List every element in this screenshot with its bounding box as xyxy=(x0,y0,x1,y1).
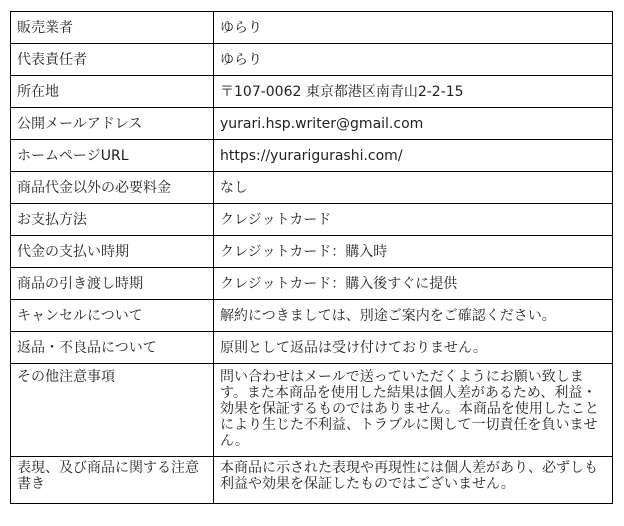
row-value: 解約につきましては、別途ご案内をご確認ください。 xyxy=(214,300,613,332)
commerce-disclosure-sheet xyxy=(10,11,612,504)
row-value: 〒107-0062 東京都港区南青山2-2-15 xyxy=(214,76,613,108)
row-label: ホームページURL xyxy=(11,140,214,172)
row-label: その他注意事項 xyxy=(11,364,214,457)
row-value: ゆらり xyxy=(214,44,613,76)
table-row-returns xyxy=(11,332,613,364)
row-label: 所在地 xyxy=(11,76,214,108)
row-value: クレジットカード xyxy=(214,204,613,236)
row-label: 商品の引き渡し時期 xyxy=(11,268,214,300)
table-row-delivery-timing xyxy=(11,268,613,300)
row-label: 代表責任者 xyxy=(11,44,214,76)
table-row-address xyxy=(11,76,613,108)
table-row-payment-timing xyxy=(11,236,613,268)
commerce-disclosure-table xyxy=(10,11,613,504)
table-row-expression-disclaimer xyxy=(11,457,613,504)
table-row-other-notes xyxy=(11,364,613,457)
row-label: お支払方法 xyxy=(11,204,214,236)
row-value: クレジットカード：購入時 xyxy=(214,236,613,268)
row-label: 販売業者 xyxy=(11,12,214,44)
row-value: 原則として返品は受け付けておりません。 xyxy=(214,332,613,364)
row-value: 問い合わせはメールで送っていただくようにお願い致します。また本商品を使用した結果は個人差があるため、利益・効果を保証するものではありません。本商品を使用したことにより生じた不利益、トラブルに関して一切責任を負いません。 xyxy=(214,364,613,457)
row-label: 代金の支払い時期 xyxy=(11,236,214,268)
homepage-url-value: https://yurarigurashi.com/ xyxy=(214,140,613,172)
row-label: 返品・不良品について xyxy=(11,332,214,364)
table-row-cancellation xyxy=(11,300,613,332)
row-value: クレジットカード：購入後すぐに提供 xyxy=(214,268,613,300)
table-row-seller xyxy=(11,12,613,44)
row-value: なし xyxy=(214,172,613,204)
row-value: 本商品に示された表現や再現性には個人差があり、必ずしも利益や効果を保証したものではございません。 xyxy=(214,457,613,504)
table-row-homepage xyxy=(11,140,613,172)
row-label: 公開メールアドレス xyxy=(11,108,214,140)
row-label: 商品代金以外の必要料金 xyxy=(11,172,214,204)
table-row-email xyxy=(11,108,613,140)
table-row-extra-fees xyxy=(11,172,613,204)
row-label: キャンセルについて xyxy=(11,300,214,332)
row-label: 表現、及び商品に関する注意書き xyxy=(11,457,214,504)
email-value: yurari.hsp.writer@gmail.com xyxy=(214,108,613,140)
table-row-representative xyxy=(11,44,613,76)
row-value: ゆらり xyxy=(214,12,613,44)
table-row-payment-method xyxy=(11,204,613,236)
